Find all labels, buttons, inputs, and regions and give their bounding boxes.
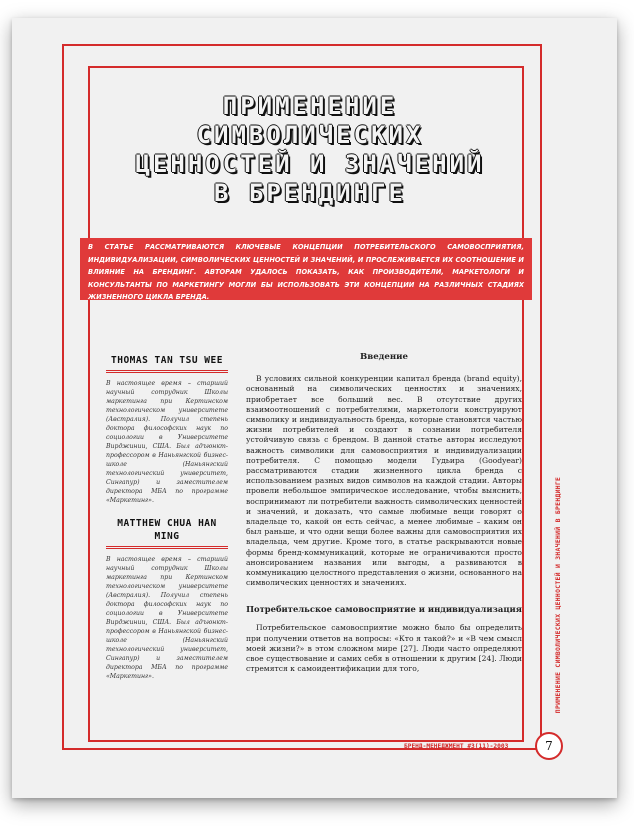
title-line-1: ПРИМЕНЕНИЕ xyxy=(222,92,398,120)
page-number-badge: 7 xyxy=(535,732,563,760)
author-bio-2-text: В настоящее время – старший научный сотрудник Школы маркетинга при Кертинском технологическом университете (Австралия). Получил степень доктора философских наук по социологии в Университете Вирджинии, США. Был адъюнкт-профессором в Наньянгской бизнес-школе (Наньянгский технологический университет, Сингапур) и заместителем директора МБА по программе «Маркетинг». xyxy=(106,556,228,680)
article-title xyxy=(100,92,520,208)
title-line-4: В БРЕНДИНГЕ xyxy=(214,179,406,207)
author-name-1: THOMAS TAN TSU WEE xyxy=(106,354,228,373)
author-bio-1-text: В настоящее время – старший научный сотрудник Школы маркетинга при Кертинском технологическом университете (Австралия). Получил степень доктора философских наук по социологии в Университете Вирджинии, США. Был адъюнкт-профессором в Наньянгской бизнес-школе (Наньянгский технологический университет, Сингапур) и заместителем директора МБА по программе «Маркетинг». xyxy=(106,380,228,504)
authors-sidebar xyxy=(106,354,228,681)
author-bio-2 xyxy=(106,555,228,681)
intro-heading: Введение xyxy=(359,352,409,362)
title-line-3: ЦЕННОСТЕЙ И ЗНАЧЕНИЙ xyxy=(135,150,485,178)
section-heading: Потребительское самовосприятие и индивидуализация xyxy=(246,604,522,615)
abstract-box: В СТАТЬЕ РАССМАТРИВАЮТСЯ КЛЮЧЕВЫЕ КОНЦЕПЦИИ ПОТРЕБИТЕЛЬСКОГО САМОВОСПРИЯТИЯ, ИНДИВИДУАЛИЗАЦИИ, СИМВОЛИЧЕСКИХ ЦЕННОСТЕЙ И ЗНАЧЕНИЙ, И ПРОСЛЕЖИВАЕТСЯ ИХ СООТНОШЕНИЕ И ВЛИЯНИЕ НА БРЕНДИНГ. АВТОРАМ УДАЛОСЬ ПОКАЗАТЬ, КАК ПРОИЗВОДИТЕЛИ, МАРКЕТОЛОГИ И КОНСУЛЬТАНТЫ ПО МАРКЕТИНГУ МОГЛИ БЫ ИСПОЛЬЗОВАТЬ ЭТИ КОНЦЕПЦИИ НА РАЗЛИЧНЫХ СТАДИЯХ ЖИЗНЕННОГО ЦИКЛА БРЕНДА. xyxy=(80,238,532,300)
running-header-vertical: ПРИМЕНЕНИЕ СИМВОЛИЧЕСКИХ ЦЕННОСТЕЙ И ЗНАЧЕНИЙ В БРЕНДИНГЕ xyxy=(554,476,562,714)
intro-paragraph: В условиях сильной конкуренции капитал бренда (brand equity), основанный на символических ценностях и значениях, приобретает все больший вес. В отсутствие других взаимоотношений с потребителями, маркетологи конструируют символику и индивидуальность бренда, которые становятся частью жизни потребителей и создают в сознании потребителя устойчивую связь с брендом. В данной статье авторы исследуют важность символики для самовосприятия и индивидуализации потребителя. С помощью модели Гудьира (Goodyear) рассматриваются стадии жизненного цикла бренда с использованием разных видов символов на каждой стадии. Авторы провели небольшое эмпирическое исследование, чтобы выяснить, воспринимают ли потребители важность символических ценностей и значений, и доказать, что самые любимые вещи говорят о владельце то, какой он есть сейчас, а менее любимые – каким он был раньше, и что одни вещи более важны для самовосприятия их владельца, чем другие. Кроме того, в статье раскрываются новые формы бренд-коммуникаций, которые не ограничиваются просто анонсированием названия или выгоды, а развиваются в коммуникацию целостного представления о жизни, основанного на символических ценностях и значениях. xyxy=(246,374,522,588)
article-body xyxy=(246,352,522,674)
section-paragraph: Потребительское самовосприятие можно было бы определить при получении ответов на вопросы: «Кто я такой?» и «В чем смысл моей жизни?» в этом сложном мире [27]. Люди часто определяют свое существование и самих себя в отношении к другим [24]. Люди стремятся к самоидентификации для того, xyxy=(246,623,522,674)
author-name-2: MATTHEW CHUA HAN MING xyxy=(106,517,228,549)
journal-footer: БРЕНД-МЕНЕДЖМЕНТ #3(11)-2003 xyxy=(404,743,509,750)
author-bio-1 xyxy=(106,379,228,505)
title-line-2: СИМВОЛИЧЕСКИХ xyxy=(196,121,424,149)
